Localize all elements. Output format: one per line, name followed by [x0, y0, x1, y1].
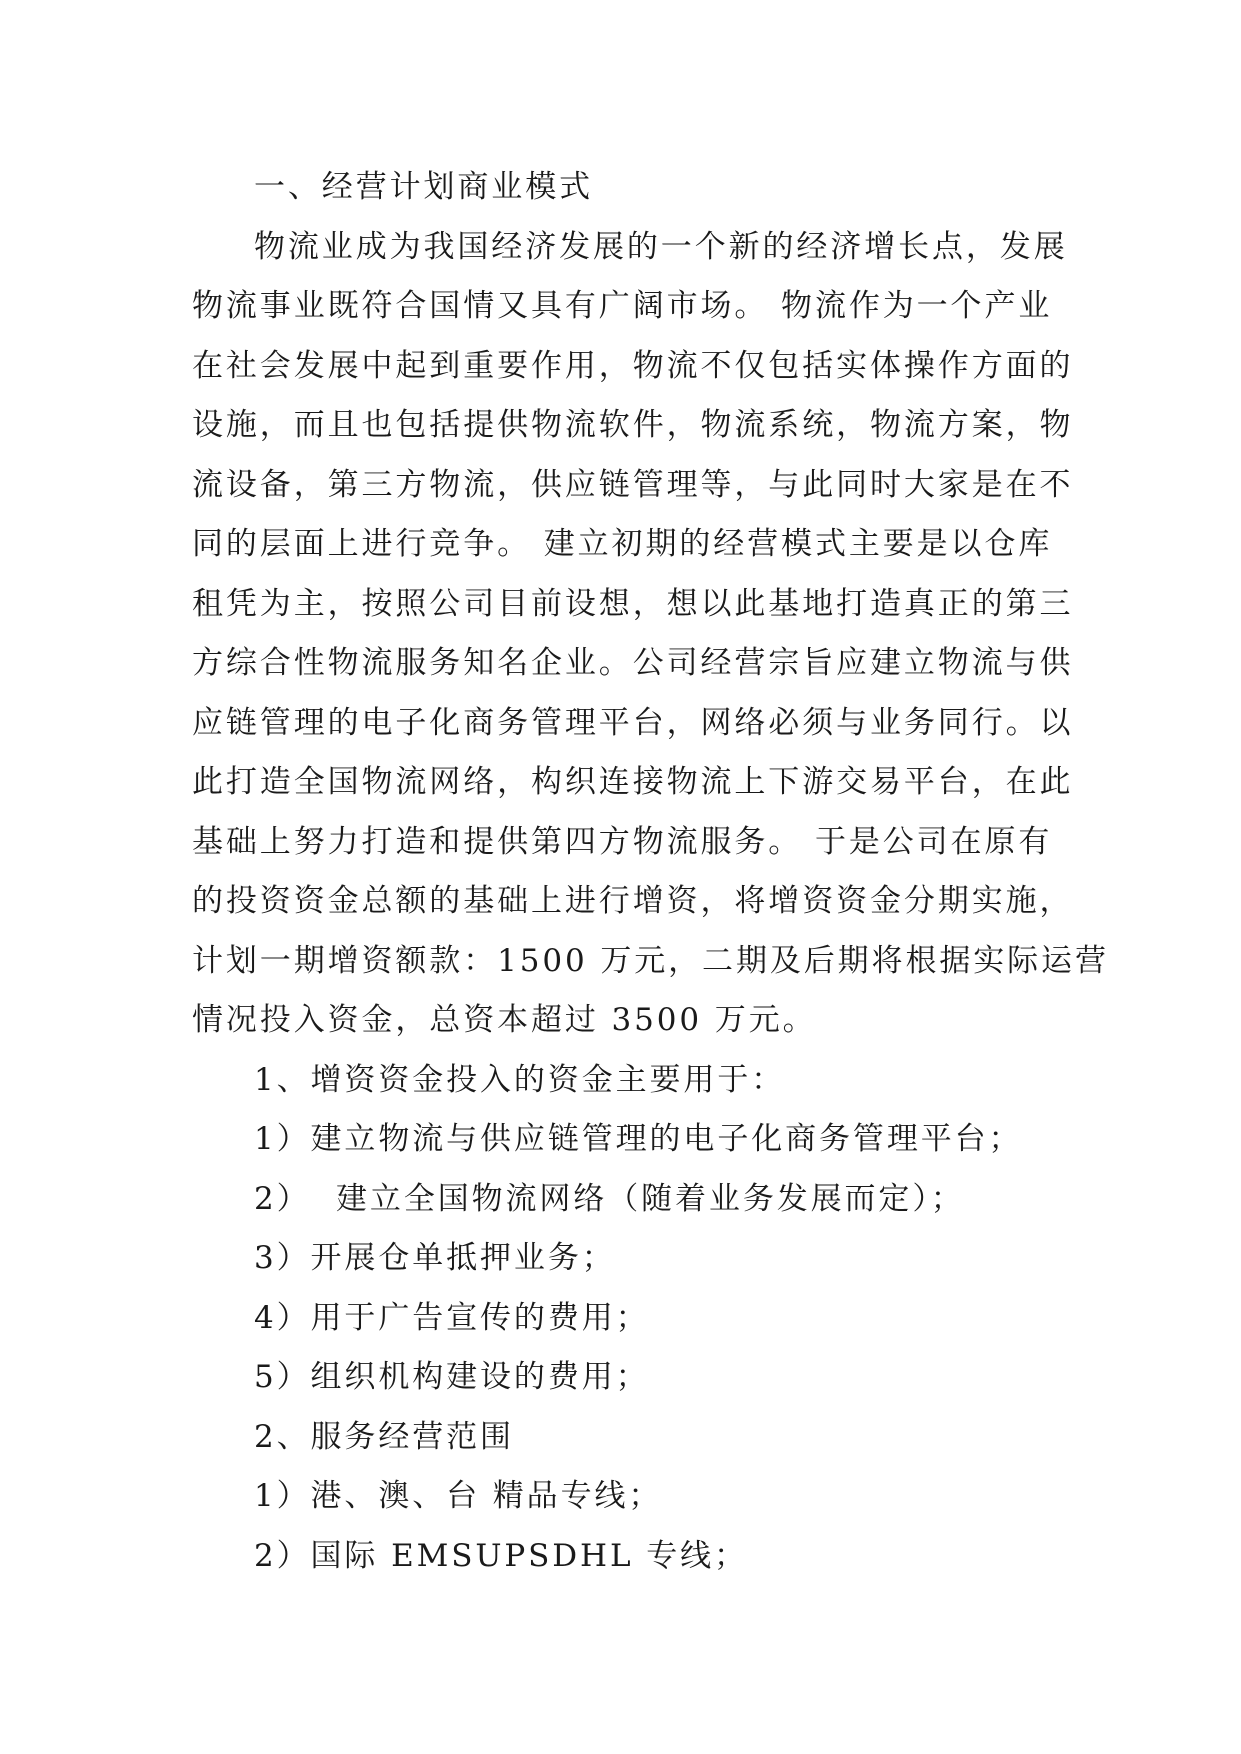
subsection-title: 1、增资资金投入的资金主要用于： — [254, 1061, 786, 1098]
list-item: 2） 建立全国物流网络（随着业务发展而定）； — [254, 1180, 965, 1217]
paragraph-line: 应链管理的电子化商务管理平台，网络必须与业务同行。以 — [192, 704, 1074, 741]
list-item: 1）建立物流与供应链管理的电子化商务管理平台； — [254, 1121, 1023, 1157]
paragraph-line: 物流事业既符合国情又具有广阔市场。 物流作为一个产业 — [192, 288, 1053, 324]
paragraph-line: 的投资资金总额的基础上进行增资，将增资资金分期实施， — [192, 883, 1074, 919]
list-item: 2）国际 EMSUPSDHL 专线； — [254, 1537, 748, 1574]
list-item: 4）用于广告宣传的费用； — [254, 1299, 650, 1336]
subsection-title: 2、服务经营范围 — [254, 1418, 514, 1455]
paragraph-line: 方综合性物流服务知名企业。公司经营宗旨应建立物流与供 — [192, 645, 1074, 681]
paragraph-line: 流设备，第三方物流，供应链管理等，与此同时大家是在不 — [192, 466, 1074, 503]
fund-usage-list — [192, 1110, 1052, 1408]
document-body — [192, 158, 1109, 1586]
list-item: 3）开展仓单抵押业务； — [254, 1240, 616, 1276]
paragraph-line: 设施，而且也包括提供物流软件，物流系统，物流方案，物 — [192, 407, 1074, 443]
paragraph-line: 在社会发展中起到重要作用，物流不仅包括实体操作方面的 — [192, 347, 1074, 384]
paragraph-line: 计划一期增资额款：1500 万元，二期及后期将根据实际运营 — [192, 942, 1109, 979]
paragraph-line: 情况投入资金，总资本超过 3500 万元。 — [192, 1002, 817, 1038]
paragraph-line: 基础上努力打造和提供第四方物流服务。 于是公司在原有 — [192, 823, 1053, 860]
list-item: 5）组织机构建设的费用； — [254, 1359, 650, 1395]
section-heading: 一、经营计划商业模式 — [254, 169, 593, 205]
main-paragraph — [192, 218, 1109, 1051]
list-item: 1）港、澳、台 精品专线； — [254, 1478, 663, 1514]
paragraph-line: 租凭为主，按照公司目前设想，想以此基地打造真正的第三 — [192, 585, 1074, 622]
paragraph-line: 此打造全国物流网络，构织连接物流上下游交易平台，在此 — [192, 764, 1074, 800]
paragraph-line: 物流业成为我国经济发展的一个新的经济增长点，发展 — [254, 228, 1068, 265]
paragraph-line: 同的层面上进行竞争。 建立初期的经营模式主要是以仓库 — [192, 526, 1053, 562]
service-scope-list — [192, 1467, 1052, 1586]
